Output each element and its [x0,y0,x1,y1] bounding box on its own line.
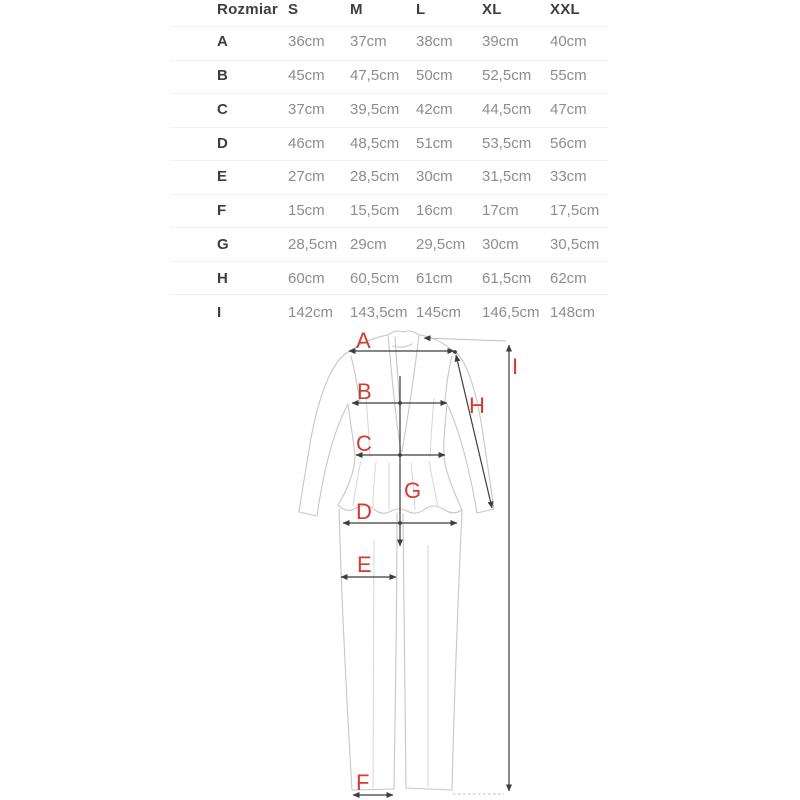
cell-value: 28,5cm [350,168,400,185]
cell-value: 146,5cm [482,304,540,321]
cell-value: 30,5cm [550,236,600,253]
measure-line-h [456,355,492,508]
cell-value: 48,5cm [350,135,400,152]
cell-value: 47cm [550,101,587,118]
junction-dot [398,401,402,405]
cell-value: 39,5cm [350,101,400,118]
measure-label-f: F [356,770,370,795]
cell-value: 143,5cm [350,304,408,321]
cell-value: 50cm [416,67,453,84]
cell-value: 15cm [288,202,325,219]
cell-value: 61,5cm [482,270,532,287]
table-header-xl: XL [482,1,502,18]
measure-label-h: H [469,393,485,418]
measure-label-a: A [356,328,371,353]
cell-value: 36cm [288,33,325,50]
row-label: I [217,304,222,321]
cell-value: 28,5cm [288,236,338,253]
cell-value: 17cm [482,202,519,219]
cell-value: 44,5cm [482,101,532,118]
table-header-s: S [288,1,299,18]
cell-value: 52,5cm [482,67,532,84]
cell-value: 31,5cm [482,168,532,185]
measure-labels [356,328,518,795]
table-header-l: L [416,1,426,18]
cell-value: 38cm [416,33,453,50]
cell-value: 148cm [550,304,596,321]
cell-value: 55cm [550,67,587,84]
measure-label-e: E [357,552,372,577]
cell-value: 47,5cm [350,67,400,84]
cell-value: 142cm [288,304,334,321]
cell-value: 37cm [288,101,325,118]
cell-value: 61cm [416,270,453,287]
cell-value: 30cm [482,236,519,253]
cell-value: 29cm [350,236,387,253]
row-label: E [217,168,228,185]
measure-label-i: I [512,354,519,379]
row-label: H [217,270,229,287]
measure-label-c: C [356,431,372,456]
junction-dot [398,453,402,457]
row-label: D [217,135,229,152]
table-header-m: M [350,1,363,18]
row-label: A [217,33,229,50]
cell-value: 60cm [288,270,325,287]
junction-dot [453,350,457,354]
cell-value: 42cm [416,101,453,118]
row-label: G [217,236,229,253]
row-label: F [217,202,227,219]
cell-value: 30cm [416,168,453,185]
cell-value: 33cm [550,168,587,185]
cell-value: 27cm [288,168,325,185]
cell-value: 51cm [416,135,453,152]
row-label: B [217,67,229,84]
guide-lines [424,338,506,794]
cell-value: 45cm [288,67,325,84]
cell-value: 17,5cm [550,202,600,219]
cell-value: 29,5cm [416,236,466,253]
measure-label-b: B [357,379,372,404]
cell-value: 16cm [416,202,453,219]
junction-dot [398,521,402,525]
garment-outline [299,331,494,790]
cell-value: 62cm [550,270,587,287]
cell-value: 56cm [550,135,587,152]
row-label: C [217,101,229,118]
cell-value: 15,5cm [350,202,400,219]
table-header-xxl: XXL [550,1,580,18]
table-header-size: Rozmiar [217,1,278,18]
cell-value: 37cm [350,33,387,50]
cell-value: 46cm [288,135,325,152]
measure-label-d: D [356,499,372,524]
cell-value: 39cm [482,33,519,50]
garment-seam-lines [353,398,438,788]
cell-value: 60,5cm [350,270,400,287]
cell-value: 40cm [550,33,587,50]
cell-value: 145cm [416,304,462,321]
cell-value: 53,5cm [482,135,532,152]
measure-label-g: G [404,478,422,503]
